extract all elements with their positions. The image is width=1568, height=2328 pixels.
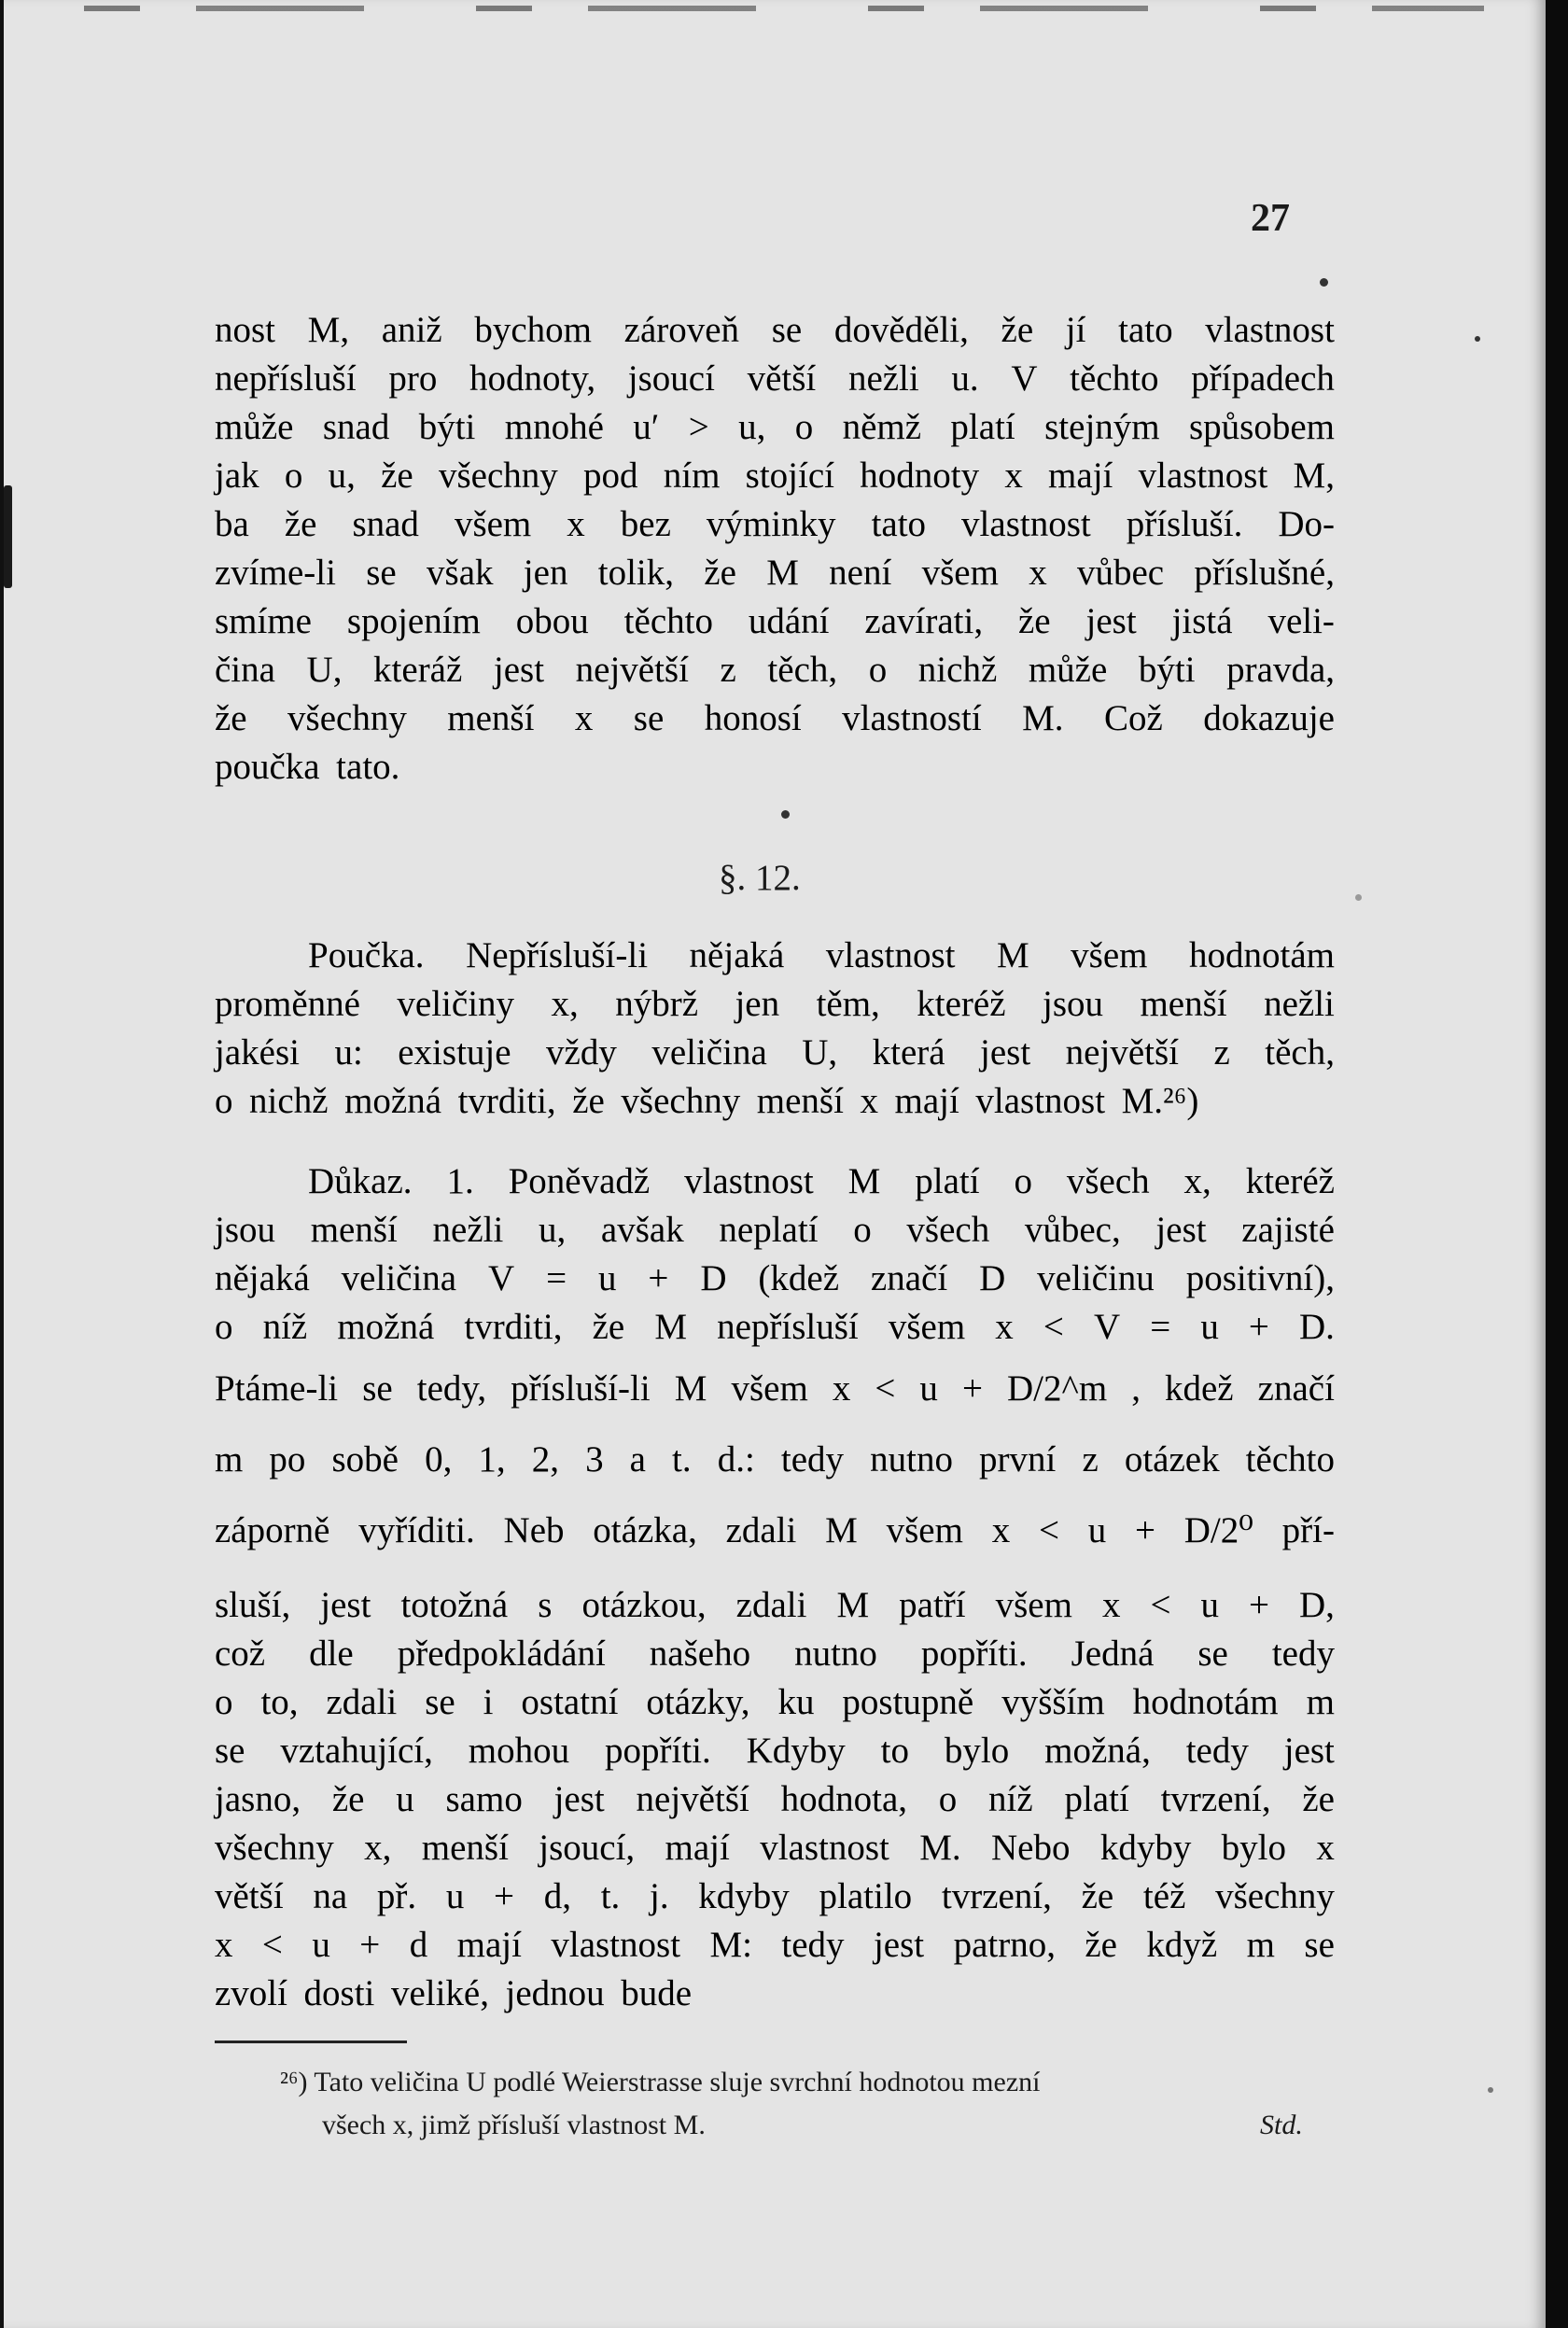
text-line: poučka tato.	[215, 747, 400, 787]
top-edge-marks	[84, 6, 1484, 11]
text-line: m po sobě 0, 1, 2, 3 a t. d.: tedy nutno první z otázek těchto	[215, 1439, 1335, 1480]
text-line: x < u + d mají vlastnost M: tedy jest patrno, že když m se	[215, 1925, 1335, 1965]
footnote-rule	[215, 2041, 407, 2043]
text-line: sluší, jest totožná s otázkou, zdali M patří všem x < u + D,	[215, 1585, 1335, 1625]
page-edge-shadow	[1546, 0, 1568, 2328]
text-line: smíme spojením obou těchto udání zavírati, že jest jistá veli-	[215, 601, 1335, 641]
text-line: o to, zdali se i ostatní otázky, ku postupně vyšším hodnotám m	[215, 1682, 1335, 1722]
text-line: jsou menší nežli u, avšak neplatí o všech vůbec, jest zajisté	[215, 1210, 1335, 1250]
text-line: Důkaz. 1. Poněvadž vlastnost M platí o všech x, kteréž	[308, 1161, 1335, 1201]
text-line: může snad býti mnohé u′ > u, o němž platí stejným spůsobem	[215, 407, 1335, 447]
text-line: se vztahující, mohou popříti. Kdyby to bylo možná, tedy jest	[215, 1731, 1335, 1771]
speck	[781, 810, 790, 819]
text-line: o níž možná tvrditi, že M nepřísluší všem x < V = u + D.	[215, 1307, 1335, 1347]
speck	[1355, 894, 1362, 901]
text-line: jakési u: existuje vždy veličina U, která jest největší z těch,	[215, 1032, 1335, 1073]
text-line: což dle předpokládání našeho nutno popříti. Jedná se tedy	[215, 1634, 1335, 1674]
text-line: nějaká veličina V = u + D (kdež značí D veličinu positivní),	[215, 1258, 1335, 1298]
text-line: o nichž možná tvrditi, že všechny menší x mají vlastnost M.²⁶)	[215, 1081, 1199, 1121]
text-line: jasno, že u samo jest největší hodnota, o níž platí tvrzení, že	[215, 1779, 1335, 1819]
text-line: všechny x, menší jsoucí, mají vlastnost M. Nebo kdyby bylo x	[215, 1828, 1335, 1868]
text-line: čina U, kteráž jest největší z těch, o nichž může býti pravda,	[215, 650, 1335, 690]
text-line: jak o u, že všechny pod ním stojící hodnoty x mají vlastnost M,	[215, 456, 1335, 496]
text-line: nepřísluší pro hodnoty, jsoucí větší nežli u. V těchto případech	[215, 358, 1335, 399]
text-line: Ptáme-li se tedy, přísluší-li M všem x < u + D/2^m , kdež značí	[215, 1368, 1335, 1409]
text-line: zvolí dosti veliké, jednou bude	[215, 1973, 693, 2013]
binding-mark	[4, 485, 12, 588]
text-line: že všechny menší x se honosí vlastností M. Což dokazuje	[215, 698, 1335, 738]
footnote-line-1: ²⁶) Tato veličina U podlé Weierstrasse sluje svrchní hodnotou mezní	[280, 2067, 1041, 2097]
text-line: proměnné veličiny x, nýbrž jen těm, kteréž jsou menší nežli	[215, 984, 1335, 1024]
text-line: zvíme-li se však jen tolik, že M není všem x vůbec příslušné,	[215, 553, 1335, 593]
speck	[1488, 2087, 1493, 2093]
speck	[1475, 336, 1480, 342]
footnote-signature: Std.	[1260, 2110, 1303, 2140]
speck	[1320, 278, 1328, 287]
text-line: větší na př. u + d, t. j. kdyby platilo tvrzení, že též všechny	[215, 1876, 1335, 1916]
footnote-line-2: všech x, jimž přísluší vlastnost M.	[322, 2110, 706, 2140]
page-number: 27	[1251, 197, 1290, 240]
text-line: záporně vyříditi. Neb otázka, zdali M všem x < u + D/2⁰ pří-	[215, 1510, 1335, 1550]
text-line: Poučka. Nepřísluší-li nějaká vlastnost M všem hodnotám	[308, 935, 1335, 975]
text-line: ba že snad všem x bez výminky tato vlastnost přísluší. Do-	[215, 504, 1335, 544]
text-line: nost M, aniž bychom zároveň se dověděli, že jí tato vlastnost	[215, 310, 1335, 350]
section-number: §. 12.	[719, 858, 801, 898]
